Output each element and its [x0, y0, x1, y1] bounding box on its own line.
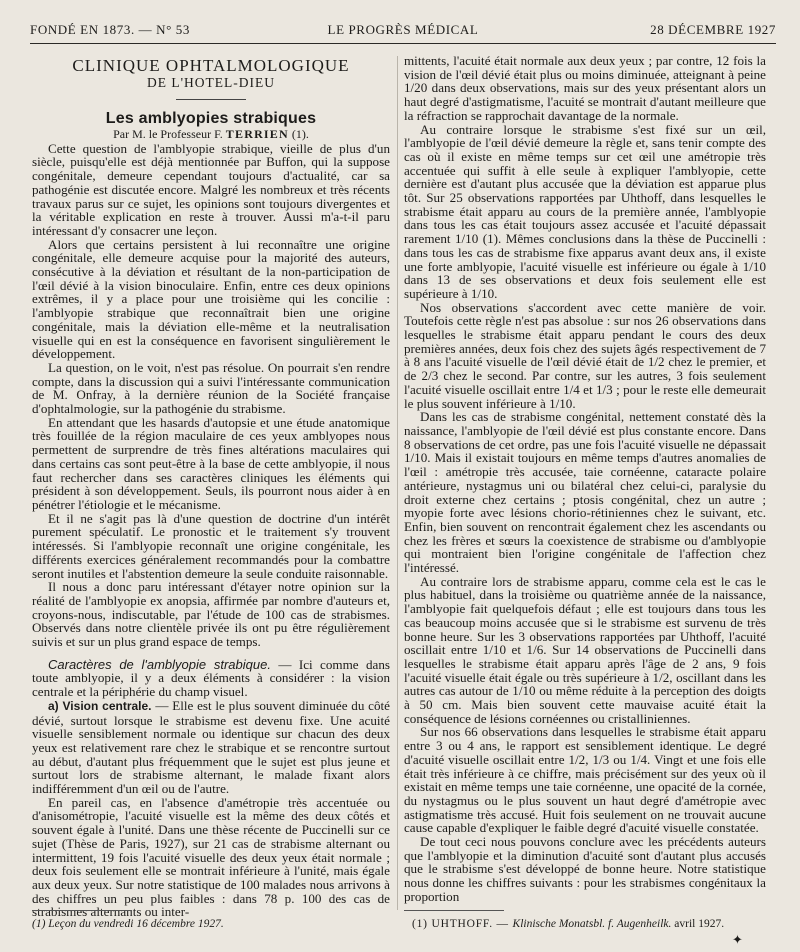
end-ornament-icon: ✦: [732, 932, 743, 947]
paragraph: De tout ceci nous pouvons conclure avec les précédents auteurs que l'amblyopie et la diminution d'acuité sont d'autant plus accusés que le strabisme s'est développé de bonne heure. Notre statistique nous donne les chiffres suivants : pour les strabismes congénitaux la proportion: [404, 834, 766, 904]
column-divider: [397, 56, 398, 910]
footnote-source: Klinische Monatsbl. f. Augenheilk.: [512, 918, 672, 930]
footnote-date: avril 1927.: [671, 918, 725, 930]
subsection-paragraph: [32, 699, 390, 796]
article-title: Les amblyopies strabiques: [105, 110, 317, 127]
left-column: [32, 56, 390, 919]
paragraph: Sur nos 66 observations dans lesquelles le strabisme était apparu entre 3 ou 4 ans, le rapport est sensiblement identique. Le degré d'acuité visuelle oscillait entre 1/2, 1/3 ou 1/4. Vingt et une fois elle était très inférieure à ce chiffre, mais précisément sur des yeux où il existait en même temps une taie cornéenne, une opacité de la cornée, du nystagmus ou le plus souvent un haut degré d'amétropie avec astigmatisme très accusé. Huit fois seulement on ne trouvait aucune cause capable d'expliquer le faible degré d'acuité visuelle constatée.: [404, 724, 766, 836]
footnote-rule: [404, 910, 504, 911]
paragraph: Au contraire lorsque le strabisme s'est fixé sur un œil, l'amblyopie de l'œil dévié demeure la règle et, sans tenir compte des cas où il existe en même temps sur cet œil une amétropie très accentuée qui suffit à elle seule à expliquer l'amblyopie, cette dernière est d'autant plus accusée que la déviation est apparue plus tôt. Sur 25 observations rapportées par Uhthoff, dans lesquelles le strabisme était apparu au cours de la première année, l'amblyopie dans tous les cas était toujours assez accusée et l'acuité dépassait rarement 1/10 (1). Mêmes conclusions dans la thèse de Puccinelli : dans tous les cas de strabisme fixe apparus avant deux ans, il existe une forte amblyopie, l'acuité visuelle est inférieure ou égale à 1/10 dans 13 de ses observations et deux fois seulement elle est supérieure à 1/10.: [404, 121, 766, 301]
byline-prefix: Par M. le Professeur F.: [113, 127, 223, 141]
section-heading: Caractères de l'amblyopie strabique.: [48, 656, 271, 672]
right-column: [404, 54, 766, 904]
subsection-text: — Elle est le plus souvent diminuée du côté dévié, surtout lorsque le strabisme est devenu fixe. Une acuité visuelle sensiblement normale ou identique sur chacun des deux yeux est relativement rare chez le strabique et se rencontre surtout au début, d'autant plus fréquemment que le sujet est plus jeune et surtout lors de strabisme alternant, le malade fixant alors indifféremment d'un œil ou de l'autre.: [32, 697, 390, 797]
footnote-rule: [32, 910, 132, 911]
subsection-heading: a) Vision centrale.: [48, 698, 152, 713]
header-rule: [30, 43, 776, 44]
paragraph: Dans les cas de strabisme congénital, nettement constaté dès la naissance, l'amblyopie de l'œil dévié est plus constante encore. Dans 8 observations de cet ordre, pas une fois l'acuité visuelle ne dépassait 1/10. Mais il existait toujours en même temps d'autres anomalies de l'œil : amétropie très accusée, taie cornéenne, cataracte polaire antérieure, nystagmus uni ou bilatéral chez celui-ci, paralysie du droit externe chez certains ; ptosis congénital, chez un autre ; myopie forte avec lésions chorio-rétiniennes chez le suivant, etc. Enfin, bien souvent on rencontrait également chez les ascendants ou chez les frères et sœurs la coexistence de strabisme ou d'amblyopie qui montraient bien l'origine congénitale de l'affection chez l'intéressé.: [404, 409, 766, 576]
byline: [32, 128, 390, 142]
byline-note: (1).: [291, 127, 309, 141]
footnote-left: (1) Leçon du vendredi 16 décembre 1927.: [32, 918, 224, 930]
paragraph: mittents, l'acuité était normale aux deux yeux ; par contre, 12 fois la vision de l'œil dévié était plus ou moins diminuée, atteignant à peine 1/20 dans deux observations, mais sur des yeux présentant alors un haut degré d'astigmatisme, l'acuité se montrait d'autant meilleure que la réfraction se rapprochait davantage de la normale.: [404, 53, 766, 123]
title-rule: [176, 99, 246, 100]
issue-date: 28 DÉCEMBRE 1927: [650, 22, 776, 37]
journal-name: LE PROGRÈS MÉDICAL: [327, 22, 479, 37]
running-head: [30, 22, 776, 40]
footnote-author: (1) UHTHOFF. —: [412, 918, 513, 930]
paragraph: Alors que certains persistent à lui reconnaître une origine congénitale, elle demeure acquise pour la majorité des auteurs, consécutive à la déviation et résultant de la non-participation de l'œil dévié à la vision binoculaire. Enfin, entre ces deux opinions extrêmes, il y a place pour une troisième qui les concilie : l'amblyopie strabique que reconnaîtrait bien une origine congénitale, mais la déviation elle-même et la neutralisation visuelle qui en est la conséquence en favorisent singulièrement le développement.: [32, 236, 390, 362]
paragraph: Nos observations s'accordent avec cette manière de voir. Toutefois cette règle n'est pas absolue : sur nos 26 observations dans lesquelles le strabisme était apparu pendant le cours des deux premières années, deux fois chez des sujets âgés respectivement de 7 à 8 ans l'acuité visuelle de l'œil dévié était de 1/2 chez le premier, et de 2/3 chez le second. Par contre, sur les autres, 3 fois seulement l'acuité visuelle oscillait entre 1/4 et 1/3 ; pour le reste elle demeurait le plus souvent inférieure à 1/10.: [404, 299, 766, 411]
paragraph: Il nous a donc paru intéressant d'étayer notre opinion sur la réalité de l'amblyopie ex anopsia, affirmée par nombre d'auteurs et, croyons-nous, indiscutable, par l'étude de 100 cas de strabismes. Observés dans notre clientèle privée ils ont pu être régulièrement suivis et sur un plus grand espace de temps.: [32, 579, 390, 650]
byline-author: TERRIEN: [225, 127, 289, 141]
paragraph: Au contraire lors de strabisme apparu, comme cela est le cas le plus habituel, dans la troisième ou quatrième année de la naissance, l'amblyopie fait quelquefois défaut ; elle est toujours dans tous les cas beaucoup moins accusée que si le strabisme est survenu de très bonne heure. Sur les 3 observations rapportées par Uhthoff, l'acuité oscillait entre 1/10 et 1/6. Sur 14 observations de Puccinelli dans lesquelles le strabisme était apparu après l'âge de 2 ans, 9 fois l'acuité visuelle était égale ou très supérieure à 1/2, oscillant dans les autres cas autour de 1/10 ou même réduite à la perception des doigts à 50 cm. Mais bien souvent cette mauvaise acuité était la conséquence de lésions cornéennes ou cristalliniennes.: [404, 573, 766, 726]
footnote-right: [412, 918, 724, 930]
rubric-subtitle: DE L'HOTEL-DIEU: [146, 75, 276, 90]
issue-info: FONDÉ EN 1873. — N° 53: [30, 22, 190, 37]
rubric-title: CLINIQUE OPHTALMOLOGIQUE: [72, 56, 350, 75]
paragraph: En attendant que les hasards d'autopsie et une étude anatomique très fouillée de la région maculaire de ces yeux amblyopes nous permettent de surprendre de très fines altérations maculaires qui dans certains cas sont peut-être à la base de cette amblyopie, il nous faut rechercher dans ses caractères cliniques les éléments qui président à son développement. Seuls, ils pourront nous aider à en pénétrer l'étiologie et le mécanisme.: [32, 414, 390, 512]
paragraph: La question, on le voit, n'est pas résolue. On pourrait s'en rendre compte, dans la discussion qui a suivi l'intéressante communication de M. Onfray, à la dernière réunion de la Société française d'ophtalmologie, sur la pathogénie du strabisme.: [32, 359, 390, 417]
paragraph: En pareil cas, en l'absence d'amétropie très accentuée ou d'anisométropie, l'acuité visuelle est la même des deux côtés et souvent égale à l'unité. Dans une thèse récente de Puccinelli sur ce sujet (Thèse de Paris, 1927), sur 21 cas de strabisme alternant ou intermittent, 19 fois l'acuité visuelle des deux yeux était normale ; deux fois seulement elle se montrait inférieure à l'unité, mais égale aux deux yeux. Sur notre statistique de 100 malades nous arrivons à des chiffres un peu plus faibles : dans 78 p. 100 des cas de strabismes alternants ou inter-: [32, 794, 390, 920]
paragraph: Cette question de l'amblyopie strabique, vieille de plus d'un siècle, puisqu'elle est déjà mentionnée par Buffon, qui la suppose congénitale, demeure cependant toujours d'actualité, car sa pathogénie est discutée encore. Malgré les nombreux et très récents travaux parus sur ce sujet, les opinions sont toujours divergentes et la véritable explication en reste à trouver. Aussi m'a-t-il paru intéressant d'y consacrer une leçon.: [32, 140, 390, 238]
section-paragraph: [32, 658, 390, 699]
paragraph: Et il ne s'agit pas là d'une question de doctrine d'un intérêt purement spéculatif. Le pronostic et le traitement s'y trouvent intéressés. Si l'amblyopie reconnaît une origine congénitale, les différents exercices généralement recommandés pour la combattre seront inutiles et l'abstention demeure la seule conduite raisonnable.: [32, 510, 390, 581]
section-intro: — Ici comme dans toute amblyopie, il y a deux éléments à considérer : la vision centrale et la périphérie du champ visuel.: [32, 656, 390, 700]
